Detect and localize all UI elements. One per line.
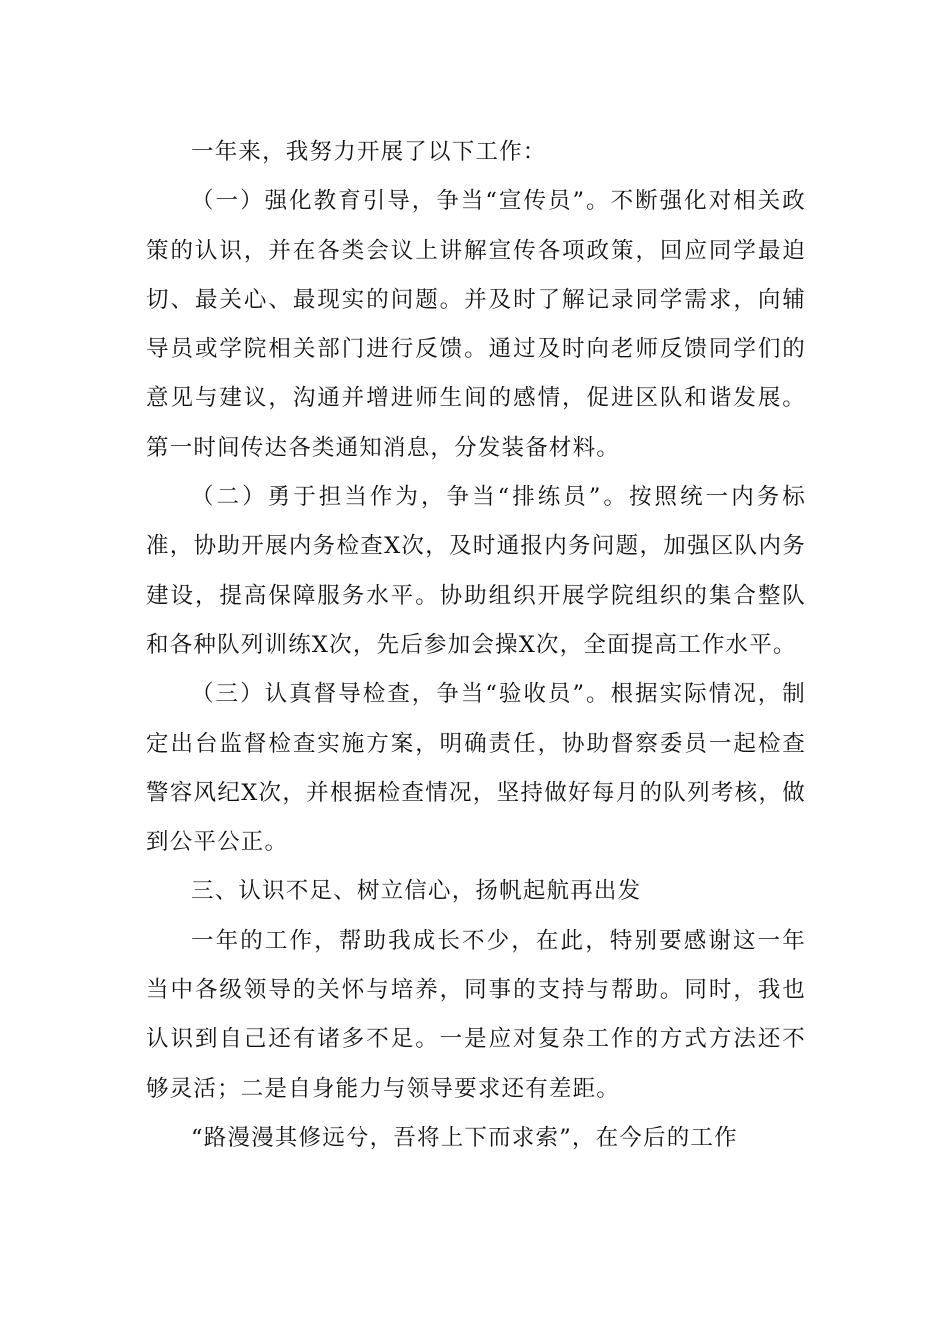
intro-paragraph: 一年来，我努力开展了以下工作： (191, 139, 547, 165)
section-1-body: 不断强化对相关政策的认识，并在各类会议上讲解宣传各项政策，回应同学最迫切、最关心、最现实的问题。并及时了解记录同学需求，向辅导员或学院相关部门进行反馈。通过及时向老师反馈同学们的意见与建议，沟通并增进师生间的感情，促进区队和谐发展。第一时间传达各类通知消息，分发装备材料。 (146, 188, 806, 461)
section-heading-3: 三、认识不足、树立信心，扬帆起航再出发 (191, 878, 642, 905)
section-2-body: 按照统一内务标准，协助开展内务检查X次，及时通报内务问题，加强区队内务建设，提高保障服务水平。协助组织开展学院组织的集合整队和各种队列训练X次，先后参加会操X次，全面提高工作水平。 (146, 484, 807, 658)
section-3-lead: （三）认真督导检查，争当“验收员”。 (191, 681, 611, 708)
section-1-lead: （一）强化教育引导，争当“宣传员”。 (191, 188, 611, 215)
document-page (146, 128, 806, 1163)
section-3-paragraph (146, 670, 806, 867)
section-1-paragraph (146, 177, 806, 473)
section-2-paragraph (146, 473, 806, 670)
section-2-lead: （二）勇于担当作为，争当“排练员”。 (191, 484, 629, 511)
quote-paragraph: “路漫漫其修远兮，吾将上下而求索”，在今后的工作 (191, 1124, 738, 1151)
section-3-body: 根据实际情况，制定出台监督检查实施方案，明确责任，协助督察委员一起检查警容风纪X次，并根据检查情况，坚持做好每月的队列考核，做到公平公正。 (146, 681, 806, 856)
reflection-paragraph: 一年的工作，帮助我成长不少，在此，特别要感谢这一年当中各级领导的关怀与培养，同事的支持与帮助。同时，我也认识到自己还有诸多不足。一是应对复杂工作的方式方法还不够灵活；二是自身能力与领导要求还有差距。 (146, 927, 806, 1102)
